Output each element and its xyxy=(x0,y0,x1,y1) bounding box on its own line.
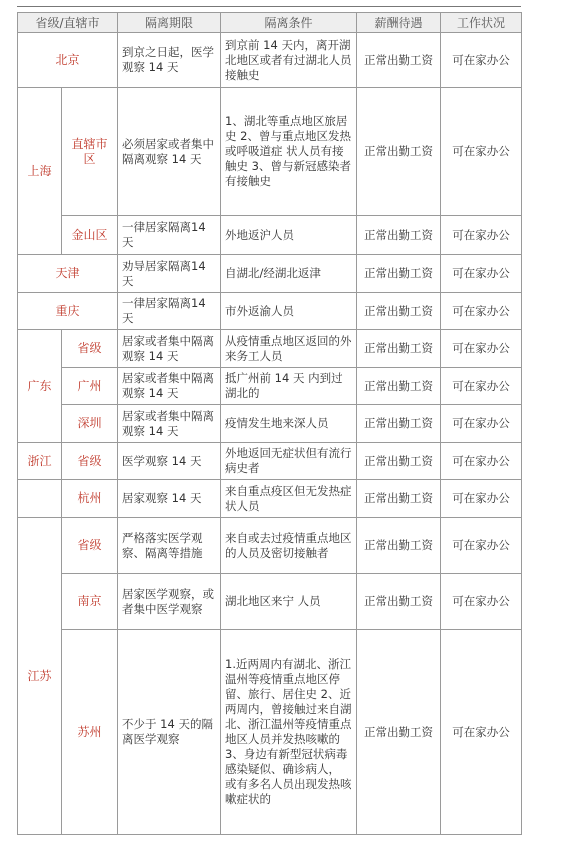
header-work: 工作状况 xyxy=(441,13,522,33)
condition-cell: 市外返渝人员 xyxy=(221,293,357,330)
work-cell: 可在家办公 xyxy=(441,330,522,368)
region-cell: 北京 xyxy=(18,33,118,88)
condition-cell: 疫情发生地来深人员 xyxy=(221,405,357,443)
condition-cell: 来自或去过疫情重点地区的人员及密切接触者 xyxy=(221,518,357,574)
work-cell: 可在家办公 xyxy=(441,405,522,443)
condition-cell: 抵广州前 14 天 内到过湖北的 xyxy=(221,368,357,405)
subregion-cell: 苏州 xyxy=(62,630,118,835)
work-cell: 可在家办公 xyxy=(441,368,522,405)
pay-cell: 正常出勤工资 xyxy=(357,480,441,518)
table-row xyxy=(18,574,522,630)
condition-cell: 自湖北/经湖北返津 xyxy=(221,255,357,293)
condition-cell: 1、湖北等重点地区旅居史 2、曾与重点地区发热或呼吸道症 状人员有接触史 3、曾与新冠感染者有接触史 xyxy=(221,88,357,216)
period-cell: 到京之日起，医学观察 14 天 xyxy=(118,33,221,88)
empty-region-cell xyxy=(18,480,62,518)
pay-cell: 正常出勤工资 xyxy=(357,330,441,368)
subregion-cell: 广州 xyxy=(62,368,118,405)
period-cell: 一律居家隔离14 天 xyxy=(118,216,221,255)
subregion-cell: 深圳 xyxy=(62,405,118,443)
top-rule xyxy=(17,6,521,7)
work-cell: 可在家办公 xyxy=(441,88,522,216)
period-cell: 一律居家隔离14 天 xyxy=(118,293,221,330)
header-condition: 隔离条件 xyxy=(221,13,357,33)
work-cell: 可在家办公 xyxy=(441,480,522,518)
condition-cell: 来自重点疫区但无发热症状人员 xyxy=(221,480,357,518)
period-cell: 居家或者集中隔离观察 14 天 xyxy=(118,405,221,443)
table-header-row xyxy=(18,13,522,33)
header-period: 隔离期限 xyxy=(118,13,221,33)
table-row xyxy=(18,480,522,518)
subregion-cell: 省级 xyxy=(62,443,118,480)
pay-cell: 正常出勤工资 xyxy=(357,630,441,835)
period-cell: 医学观察 14 天 xyxy=(118,443,221,480)
pay-cell: 正常出勤工资 xyxy=(357,293,441,330)
table-row xyxy=(18,216,522,255)
pay-cell: 正常出勤工资 xyxy=(357,443,441,480)
subregion-cell: 省级 xyxy=(62,330,118,368)
table-row xyxy=(18,443,522,480)
condition-cell: 湖北地区来宁 人员 xyxy=(221,574,357,630)
region-cell: 浙江 xyxy=(18,443,62,480)
subregion-cell: 南京 xyxy=(62,574,118,630)
table-row xyxy=(18,293,522,330)
pay-cell: 正常出勤工资 xyxy=(357,518,441,574)
pay-cell: 正常出勤工资 xyxy=(357,255,441,293)
table-row xyxy=(18,33,522,88)
period-cell: 劝导居家隔离14 天 xyxy=(118,255,221,293)
region-cell: 上海 xyxy=(18,88,62,255)
region-cell: 天津 xyxy=(18,255,118,293)
region-cell: 江苏 xyxy=(18,518,62,835)
header-region: 省级/直辖市 xyxy=(18,13,118,33)
table-row xyxy=(18,88,522,216)
subregion-cell: 直辖市区 xyxy=(62,88,118,216)
period-cell: 居家或者集中隔离观察 14 天 xyxy=(118,368,221,405)
subregion-cell: 杭州 xyxy=(62,480,118,518)
period-cell: 居家医学观察，或者集中医学观察 xyxy=(118,574,221,630)
header-pay: 薪酬待遇 xyxy=(357,13,441,33)
work-cell: 可在家办公 xyxy=(441,518,522,574)
work-cell: 可在家办公 xyxy=(441,443,522,480)
work-cell: 可在家办公 xyxy=(441,255,522,293)
work-cell: 可在家办公 xyxy=(441,216,522,255)
table-row xyxy=(18,630,522,835)
condition-cell: 从疫情重点地区返回的外来务工人员 xyxy=(221,330,357,368)
work-cell: 可在家办公 xyxy=(441,293,522,330)
region-cell: 广东 xyxy=(18,330,62,443)
period-cell: 严格落实医学观察、隔离等措施 xyxy=(118,518,221,574)
period-cell: 居家观察 14 天 xyxy=(118,480,221,518)
isolation-policy-table xyxy=(17,12,522,835)
condition-cell: 1.近两周内有湖北、浙江温州等疫情重点地区停留、旅行、居住史 2、近两周内，曾接触过来自湖北、浙江温州等疫情重点地区人员并发热咳嗽的 3、身边有新型冠状病毒感染疑似、确诊病人， 或有多名人员出现发热咳嗽症状的 xyxy=(221,630,357,835)
work-cell: 可在家办公 xyxy=(441,33,522,88)
pay-cell: 正常出勤工资 xyxy=(357,368,441,405)
work-cell: 可在家办公 xyxy=(441,574,522,630)
period-cell: 必须居家或者集中隔离观察 14 天 xyxy=(118,88,221,216)
table-row xyxy=(18,405,522,443)
table-row xyxy=(18,255,522,293)
pay-cell: 正常出勤工资 xyxy=(357,216,441,255)
condition-cell: 外地返沪人员 xyxy=(221,216,357,255)
pay-cell: 正常出勤工资 xyxy=(357,33,441,88)
pay-cell: 正常出勤工资 xyxy=(357,88,441,216)
pay-cell: 正常出勤工资 xyxy=(357,574,441,630)
region-cell: 重庆 xyxy=(18,293,118,330)
pay-cell: 正常出勤工资 xyxy=(357,405,441,443)
period-cell: 居家或者集中隔离观察 14 天 xyxy=(118,330,221,368)
condition-cell: 到京前 14 天内，离开湖北地区或者有过湖北人员接触史 xyxy=(221,33,357,88)
condition-cell: 外地返回无症状但有流行病史者 xyxy=(221,443,357,480)
table-row xyxy=(18,368,522,405)
table-row xyxy=(18,518,522,574)
subregion-cell: 省级 xyxy=(62,518,118,574)
work-cell: 可在家办公 xyxy=(441,630,522,835)
period-cell: 不少于 14 天的隔离医学观察 xyxy=(118,630,221,835)
subregion-cell: 金山区 xyxy=(62,216,118,255)
table-row xyxy=(18,330,522,368)
